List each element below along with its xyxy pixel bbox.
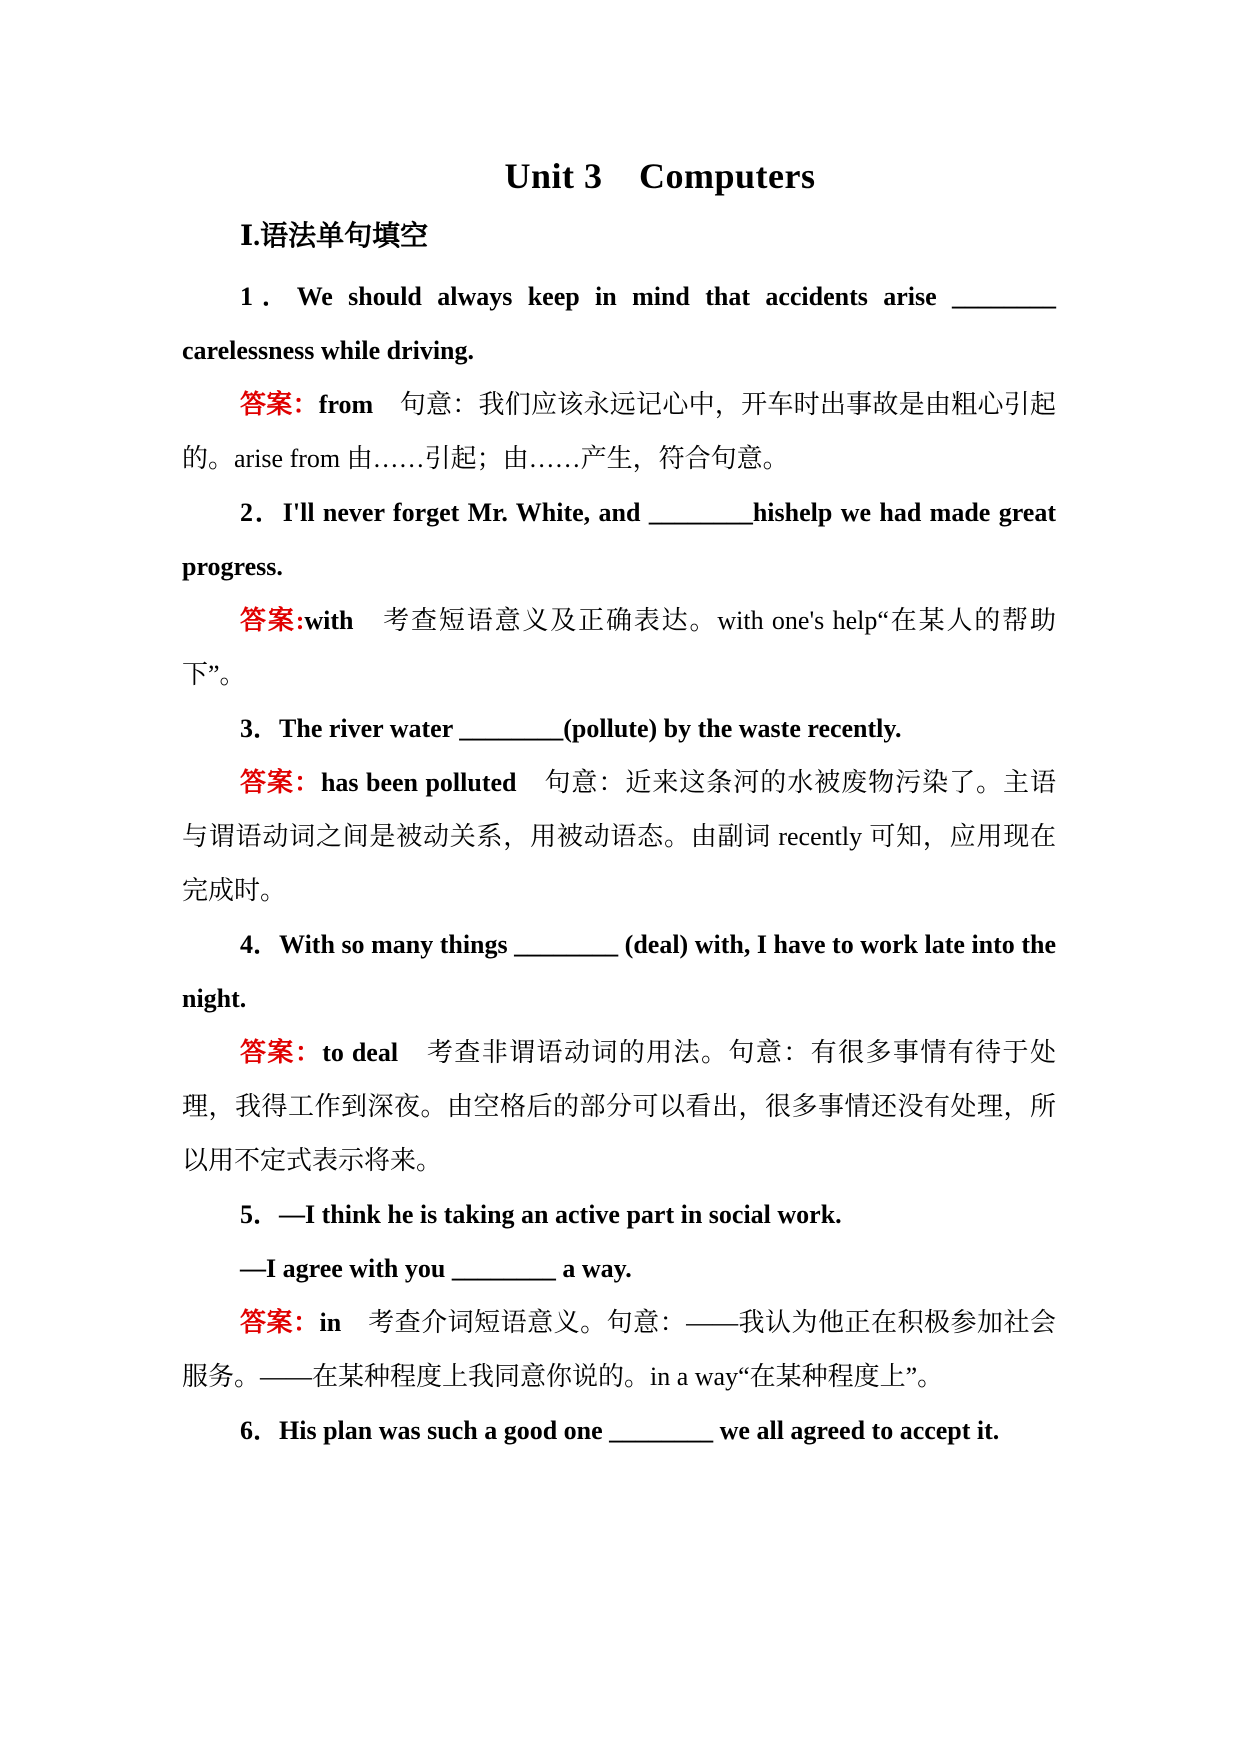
question-5 bbox=[182, 1188, 1056, 1242]
question-2 bbox=[182, 486, 1063, 594]
answer-explanation: 考查非谓语动词的用法。句意：有很多事情有待于处理，我得工作到深夜。由空格后的部分可以看出，很多事情还没有处理，所以用不定式表示将来。 bbox=[182, 1038, 1056, 1175]
question-text: With so many things ________ (deal) with, I have to work late into the night. bbox=[182, 930, 1063, 1013]
answer-4 bbox=[182, 1026, 1056, 1188]
question-text: The river water ________(pollute) by the waste recently. bbox=[279, 714, 902, 743]
question-1 bbox=[182, 270, 1063, 378]
answer-value: from bbox=[318, 390, 374, 419]
answer-value: has been polluted bbox=[320, 768, 517, 797]
question-text: —I agree with you ________ a way. bbox=[240, 1254, 632, 1283]
answer-value: with bbox=[304, 606, 354, 635]
question-number: 5． bbox=[240, 1200, 280, 1229]
answer-label: 答案: bbox=[240, 606, 305, 635]
answer-explanation: 考查短语意义及正确表达。with one's help“在某人的帮助下”。 bbox=[182, 606, 1056, 689]
question-text: We should always keep in mind that accidents arise ________ carelessness while driving. bbox=[182, 282, 1063, 365]
answer-1 bbox=[182, 378, 1056, 486]
question-5-reply bbox=[182, 1242, 1056, 1296]
question-3 bbox=[182, 702, 1056, 756]
question-text: His plan was such a good one ________ we all agreed to accept it. bbox=[279, 1416, 1000, 1445]
answer-value: in bbox=[319, 1308, 342, 1337]
question-4 bbox=[182, 918, 1063, 1026]
section-heading: Ⅰ.语法单句填空 bbox=[240, 221, 429, 252]
question-6 bbox=[182, 1404, 1056, 1458]
answer-label: 答案： bbox=[240, 768, 321, 797]
answer-explanation: 句意：近来这条河的水被废物污染了。主语与谓语动词之间是被动关系，用被动语态。由副词 recently 可知，应用现在完成时。 bbox=[182, 768, 1056, 905]
question-number: 3． bbox=[240, 714, 280, 743]
answer-label: 答案： bbox=[240, 390, 319, 419]
answer-5 bbox=[182, 1296, 1056, 1404]
question-number: 6． bbox=[240, 1416, 280, 1445]
answer-label: 答案： bbox=[240, 1308, 320, 1337]
question-text: —I think he is taking an active part in social work. bbox=[279, 1200, 842, 1229]
exercise-list bbox=[182, 270, 1063, 1458]
answer-explanation: 考查介词短语意义。句意：——我认为他正在积极参加社会服务。——在某种程度上我同意你说的。in a way“在某种程度上”。 bbox=[182, 1308, 1056, 1391]
answer-3 bbox=[182, 756, 1056, 918]
answer-value: to deal bbox=[322, 1038, 399, 1067]
question-text: I'll never forget Mr. White, and ________hishelp we had made great progress. bbox=[182, 498, 1063, 581]
question-number: 2． bbox=[240, 498, 283, 527]
question-number: 4． bbox=[240, 930, 280, 959]
question-number: 1． bbox=[240, 282, 297, 311]
page-title: Unit 3 Computers bbox=[504, 156, 816, 196]
answer-label: 答案： bbox=[240, 1038, 323, 1067]
answer-2 bbox=[182, 594, 1056, 702]
answer-explanation: 句意：我们应该永远记心中，开车时出事故是由粗心引起的。arise from 由……引起；由……产生，符合句意。 bbox=[182, 390, 1056, 473]
